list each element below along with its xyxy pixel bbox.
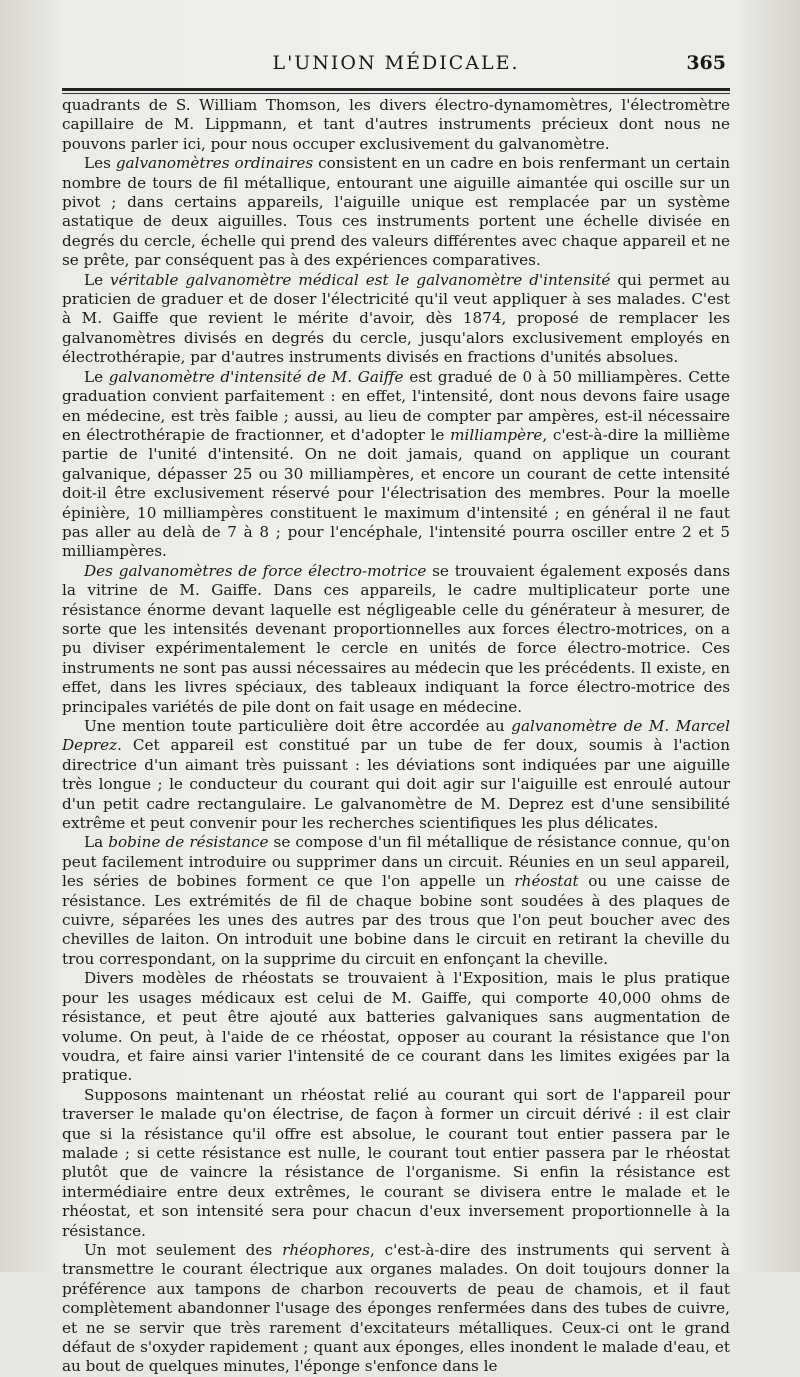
header-rule (62, 88, 730, 91)
paragraph (62, 562, 730, 717)
paragraph (62, 271, 730, 368)
paragraph-text: La (84, 833, 109, 852)
page-header (62, 52, 730, 82)
paragraph-text: Les (84, 154, 116, 173)
running-title: L'UNION MÉDICALE. (272, 52, 520, 74)
paragraph-text: . Cet appareil est constitué par un tube de fer doux, soumis à l'action directrice d'un aimant très puissant : les déviations sont indiquées par une aiguille très longue ; le conducteur du courant qui doit agir sur l'aiguille est enroulé autour d'un petit cadre rectangulaire. Le galvanomètre de M. Deprez est d'une sensibilité extrême et peut convenir pour les recherches scientifiques les plus délicates. (62, 736, 730, 833)
paragraph (62, 717, 730, 833)
italic-text: véritable galvanomètre médical est le galvanomètre d'intensité (110, 270, 611, 289)
paragraph (62, 969, 730, 1085)
paragraph-text: Supposons maintenant un rhéostat relié au courant qui sort de l'appareil pour traverser le malade qu'on électrise, de façon à former un circuit dérivé : il est clair que si la résistance qu'il offre est absolue, le courant tout entier passera par le malade ; si cette résistance est nulle, le courant tout entier passera par le rhéostat plutôt que de vaincre la résistance de l'organisme. Si enfin la résistance est intermédiaire entre deux extrêmes, le courant se divisera entre le malade et le rhéostat, et son intensité sera pour chacun d'eux inversement proportionnelle à la résistance. (62, 1085, 730, 1240)
paragraph-text: Un mot seulement des (84, 1240, 283, 1259)
paragraph (62, 1241, 730, 1377)
paragraph-text: Le (84, 367, 109, 386)
italic-text: galvanomètre d'intensité de M. Gaiffe (108, 367, 404, 386)
paragraph (62, 368, 730, 562)
italic-text: rhéophores (282, 1240, 370, 1259)
paragraph-text: ou une caisse de résistance. Les extrémités de fil de chaque bobine sont soudées à des plaques de cuivre, séparées les unes des autres par des trous que l'on peut boucher avec des chevilles de laiton. On introduit une bobine dans le circuit en retirant la cheville du trou correspondant, on la supprime du circuit en enfonçant la cheville. (62, 872, 730, 968)
paragraph-text: qui permet au praticien de graduer et de doser l'électricité qu'il veut appliquer à ses malades. C'est à M. Gaiffe que revient le mérite d'avoir, dès 1874, proposé de remplacer les galvanomètres divisés en degrés du cercle, jusqu'alors exclusivement employés en électrothérapie, par d'autres instruments divisés en fractions d'unités absolues. (62, 270, 730, 367)
paragraph-text: Le (84, 270, 111, 289)
italic-text: galvanomètre de M. Marcel Deprez (62, 717, 730, 755)
paragraph-text: Une mention toute particulière doit être accordée au (84, 717, 512, 735)
paragraph-text: , c'est-à-dire des instruments qui servent à transmettre le courant électrique aux organes malades. On doit toujours donner la préférence aux tampons de charbon recouverts de peau de chamois, et il faut complètement abandonner l'usage des éponges renfermées dans des tubes de cuivre, et ne se servir que très rarement d'excitateurs métalliques. Ceux-ci ont le grand défaut de s'oxyder rapidement ; quant aux éponges, elles inondent le malade d'eau, et au bout de quelques minutes, l'éponge s'enfonce dans le (62, 1240, 730, 1376)
paragraph-text: quadrants de S. William Thomson, les divers électro-dynamomètres, l'électromètre capillaire de M. Lippmann, et tant d'autres instruments précieux dont nous ne pouvons parler ici, pour nous occuper exclusivement du galvanomètre. (62, 96, 730, 153)
paragraph-text: consistent en un cadre en bois renfermant un certain nombre de tours de fil métallique, entourant une aiguille aimantée qui oscille sur un pivot ; dans certains appareils, l'aiguille unique est remplacée par un système astatique de deux aiguilles. Tous ces instruments portent une échelle divisée en degrés du cercle, échelle qui prend des valeurs différentes avec chaque appareil et ne se prête, par conséquent pas à des expériences comparatives. (62, 154, 730, 270)
paragraph-text: est gradué de 0 à 50 milliampères. Cette graduation convient parfaitement : en effet, l'intensité, dont nous devons faire usage en médecine, est très faible ; aussi, au lieu de compter par ampères, est-il nécessaire en électrothérapie de fractionner, et d'adopter le (62, 367, 730, 444)
article-body (62, 96, 730, 1377)
paragraph-text: se compose d'un fil métallique de résistance connue, qu'on peut facilement introduire ou supprimer dans un circuit. Réunies en un seul appareil, les séries de bobines forment ce que l'on appelle un (62, 833, 730, 891)
page-number: 365 (686, 52, 726, 74)
italic-text: galvanomètres ordinaires (115, 154, 314, 173)
paragraph-text: se trouvaient également exposés dans la vitrine de M. Gaiffe. Dans ces appareils, le cadre multiplicateur porte une résistance énorme devant laquelle est négligeable celle du générateur à mesurer, de sorte que les intensités devenant proportionnelles aux forces électro-motrices, on a pu diviser expérimentalement le cercle en unités de force électro-motrice. Ces instruments ne sont pas aussi nécessaires au médecin que les précédents. Il existe, en effet, dans les livres spéciaux, des tableaux indiquant la force électro-motrice des principales variétés de pile dont on fait usage en médecine. (62, 561, 730, 716)
paragraph (62, 154, 730, 270)
paragraph (62, 1086, 730, 1241)
paragraph (62, 833, 730, 969)
header-rule-thin (62, 93, 730, 94)
paragraph (62, 96, 730, 154)
italic-text: bobine de résistance (108, 833, 269, 852)
italic-text: rhéostat (514, 872, 579, 891)
italic-text: Des galvanomètres de force électro-motrice (84, 561, 427, 580)
paragraph-text: , c'est-à-dire la millième partie de l'unité d'intensité. On ne doit jamais, quand on applique un courant galvanique, dépasser 25 ou 30 milliampères, et encore un courant de cette intensité doit-il être exclusivement réservé pour l'électrisation des membres. Pour la moelle épinière, 10 milliampères constituent le maximum d'intensité ; en général il ne faut pas aller au delà de 7 à 8 ; pour l'encéphale, l'intensité pourra osciller entre 2 et 5 milliampères. (62, 425, 730, 561)
paragraph-text: Divers modèles de rhéostats se trouvaient à l'Exposition, mais le plus pratique pour les usages médicaux est celui de M. Gaiffe, qui comporte 40,000 ohms de résistance, et peut être ajouté aux batteries galvaniques sans augmentation de volume. On peut, à l'aide de ce rhéostat, opposer au courant la résistance que l'on voudra, et faire ainsi varier l'intensité de ce courant dans les limites exigées par la pratique. (62, 969, 730, 1085)
italic-text: milliampère (450, 425, 543, 444)
